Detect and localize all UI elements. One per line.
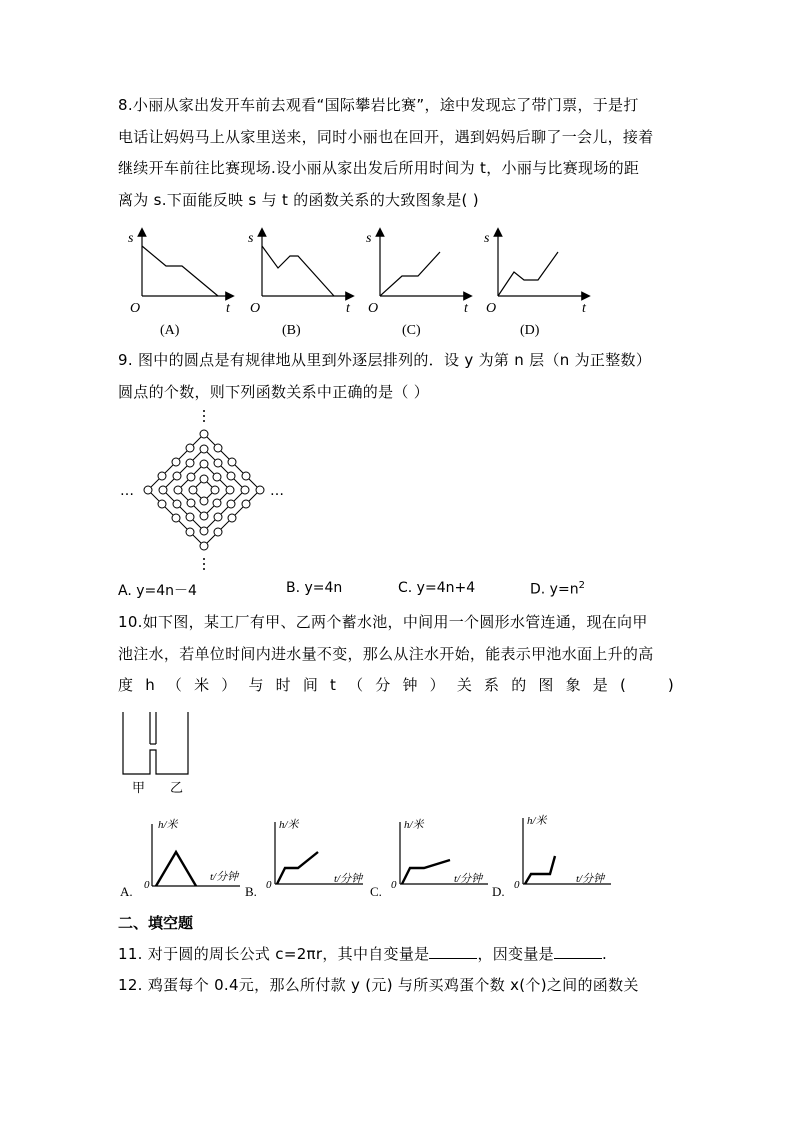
q9-ellipsis-left: … xyxy=(120,483,134,499)
q8-option-c: (C) xyxy=(402,323,421,338)
q8-graph-b xyxy=(248,231,351,338)
question-10 xyxy=(118,607,678,702)
q8-a-origin: O xyxy=(130,301,141,316)
q8-graph-d xyxy=(484,231,587,338)
q8-graph-a xyxy=(128,231,231,338)
q8-line-1: 8.小丽从家出发开车前去观看“国际攀岩比赛”，途中发现忘了带门票，于是打 xyxy=(118,96,639,114)
q8-d-origin: O xyxy=(486,301,497,316)
q8-option-b: (B) xyxy=(282,323,301,338)
q10-pools-diagram xyxy=(118,710,198,795)
q8-line-3: 继续开车前往比赛现场.设小丽从家出发后所用时间为 t，小丽与比赛现场的距 xyxy=(118,159,640,177)
q10-a-axis-y: h/米 xyxy=(158,819,178,831)
q10-graph-b xyxy=(245,818,364,899)
q9-ellipsis-right: … xyxy=(270,483,284,499)
q10-d-axis-x: t/分钟 xyxy=(576,873,605,885)
q8-b-origin: O xyxy=(250,301,261,316)
q10-c-axis-x: t/分钟 xyxy=(454,873,483,885)
q12-line-1: 12. 鸡蛋每个 0.4元，那么所付款 y (元) 与所买鸡蛋个数 x(个)之间的函数关 xyxy=(118,976,639,994)
q11-blank-dependent[interactable] xyxy=(554,944,602,959)
q10-option-d: D. xyxy=(492,884,505,899)
q10-graphs xyxy=(118,808,618,903)
q10-d-origin: 0 xyxy=(514,879,520,891)
q8-a-axis-y: s xyxy=(128,231,134,246)
question-11 xyxy=(118,939,678,971)
q8-option-a: (A) xyxy=(160,323,180,338)
q9-line-2: 圆点的个数，则下列函数关系中正确的是（ ） xyxy=(118,382,430,401)
q8-d-axis-x: t xyxy=(582,301,586,316)
q9-dots xyxy=(144,430,264,550)
q8-line-4: 离为 s.下面能反映 s 与 t 的函数关系的大致图象是( ) xyxy=(118,190,479,209)
q10-c-origin: 0 xyxy=(391,879,397,891)
q9-choice-d: D. $y=n^2$ xyxy=(530,580,585,598)
question-8 xyxy=(118,90,678,216)
q10-pool-jia: 甲 xyxy=(132,781,146,795)
q8-a-axis-x: t xyxy=(226,301,230,316)
q10-graph-a xyxy=(120,818,240,899)
q10-d-axis-y: h/米 xyxy=(527,815,547,827)
q10-a-origin: 0 xyxy=(144,879,150,891)
q10-line-2: 池注水，若单位时间内进水量不变，那么从注水开始，能表示甲池水面上升的高 xyxy=(118,644,654,663)
q8-b-axis-y: s xyxy=(248,231,254,246)
q9-choice-a: A. y=4n－4 xyxy=(118,583,197,599)
q8-b-axis-x: t xyxy=(346,301,350,316)
q9-choice-b: B. y=4n xyxy=(286,580,343,596)
q11-prefix: 11. 对于圆的周长公式 c=2πr，其中自变量是 xyxy=(118,945,430,963)
question-12 xyxy=(118,970,678,1002)
q10-option-b: B. xyxy=(245,884,257,899)
q8-graph-c xyxy=(366,231,469,338)
q10-line-1: 10.如下图，某工厂有甲、乙两个蓄水池，中间用一个圆形水管连通，现在向甲 xyxy=(118,613,648,631)
q11-middle: ，因变量是 xyxy=(477,945,554,963)
q10-a-axis-x: t/分钟 xyxy=(210,871,239,883)
q8-graphs xyxy=(118,222,598,344)
q10-option-c: C. xyxy=(370,884,382,899)
q11-suffix: . xyxy=(601,945,608,963)
q8-c-axis-x: t xyxy=(464,301,468,316)
section-fill-in-blank-title: 二、填空题 xyxy=(118,914,194,932)
q8-c-origin: O xyxy=(368,301,379,316)
q10-graph-c xyxy=(370,818,488,899)
q10-b-origin: 0 xyxy=(266,879,272,891)
q10-b-axis-y: h/米 xyxy=(279,819,299,831)
q10-b-axis-x: t/分钟 xyxy=(334,873,363,885)
q10-c-axis-y: h/米 xyxy=(404,819,424,831)
q8-c-axis-y: s xyxy=(366,231,372,246)
question-9 xyxy=(118,345,678,408)
q9-dot-diagram xyxy=(118,405,293,575)
q9-line-1: 9. 图中的圆点是有规律地从里到外逐层排列的．设 y 为第 n 层（n 为正整数） xyxy=(118,351,652,369)
q10-pool-yi: 乙 xyxy=(170,781,184,795)
q8-line-2: 电话让妈妈马上从家里送来，同时小丽也在回开，遇到妈妈后聊了一会儿，接着 xyxy=(118,127,654,146)
q10-line-3: 度 h （ 米 ） 与 时 间 t （ 分 钟 ） 关 系 的 图 象 是 ( ) xyxy=(118,676,674,694)
q9-choice-c: C. y=4n+4 xyxy=(398,580,476,596)
q10-option-a: A. xyxy=(120,884,133,899)
q8-d-axis-y: s xyxy=(484,231,490,246)
q8-option-d: (D) xyxy=(520,323,540,338)
q11-blank-independent[interactable] xyxy=(429,944,477,959)
q10-graph-d xyxy=(492,814,611,899)
